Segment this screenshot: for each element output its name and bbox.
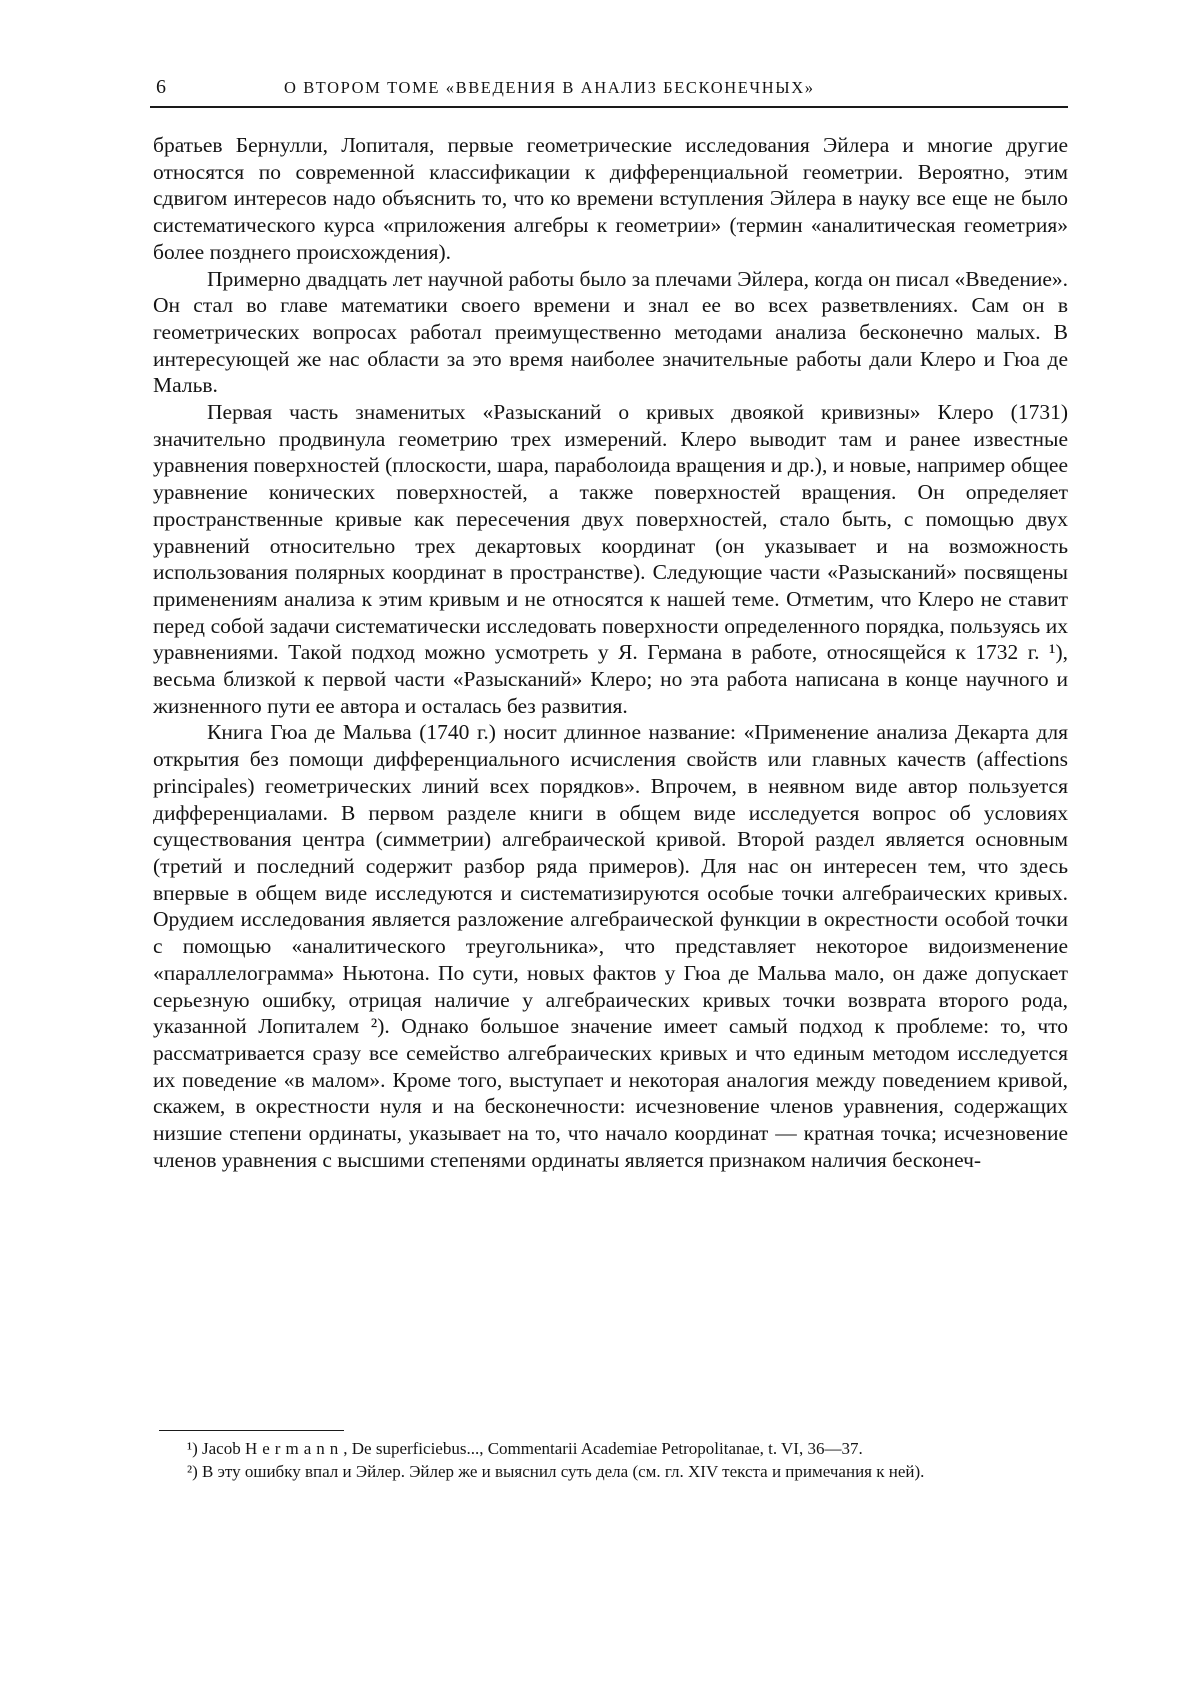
footnote-2	[153, 1461, 1068, 1482]
footnote-marker: ²)	[187, 1462, 198, 1481]
main-text	[153, 132, 1068, 1173]
page-header	[150, 74, 1068, 108]
page-number: 6	[156, 76, 166, 98]
footnote-text: , De superficiebus..., Commentarii Academiae Petropolitanae, t. VI, 36—37.	[343, 1439, 863, 1458]
paragraph: братьев Бернулли, Лопиталя, первые геометрические исследования Эйлера и многие другие относятся по современной классификации к дифференциальной геометрии. Вероятно, этим сдвигом интересов надо объяснить то, что ко времени вступления Эйлера в науку все еще не было систематического курса «приложения алгебры к геометрии» (термин «аналитическая геометрия» более позднего происхождения).	[153, 133, 1068, 264]
footnote-author-last: Hermann	[244, 1439, 344, 1458]
footnote-author-first: Jacob	[202, 1439, 241, 1458]
paragraph: Первая часть знаменитых «Разысканий о кривых двоякой кривизны» Клеро (1731) значительно продвинула геометрию трех измерений. Клеро выводит там и ранее известные уравнения поверхностей (плоскости, шара, параболоида вращения и др.), и новые, например общее уравнение конических поверхностей, а также поверхностей вращения. Он определяет пространственные кривые как пересечения двух поверхностей, стало быть, с помощью двух уравнений относительно трех декартовых координат (он указывает и на возможность использования полярных координат в пространстве). Следующие части «Разысканий» посвящены применениям анализа к этим кривым и не относятся к нашей теме. Отметим, что Клеро не ставит перед собой задачи систематически исследовать поверхности определенного порядка, пользуясь их уравнениями. Такой подход можно усмотреть у Я. Германа в работе, относящейся к 1732 г. ¹), весьма близкой к первой части «Разысканий» Клеро; но эта работа написана в конце научного и жизненного пути ее автора и осталась без развития.	[153, 400, 1068, 718]
footnote-divider	[159, 1430, 344, 1431]
paragraph: Книга Гюа де Мальва (1740 г.) носит длинное название: «Применение анализа Декарта для открытия без помощи дифференциального исчисления свойств или главных качеств (affections principales) геометрических линий всех порядков». Впрочем, в неявном виде автор пользуется дифференциалами. В первом разделе книги в общем виде исследуется вопрос об условиях существования центра (симметрии) алгебраической кривой. Второй раздел является основным (третий и последний содержит разбор ряда примеров). Для нас он интересен тем, что здесь впервые в общем виде исследуются и систематизируются особые точки алгебраических кривых. Орудием исследования является разложение алгебраической функции в окрестности особой точки с помощью «аналитического треугольника», что представляет некоторое видоизменение «параллелограмма» Ньютона. По сути, новых фактов у Гюа де Мальва мало, он даже допускает серьезную ошибку, отрицая наличие у алгебраических кривых точки возврата второго рода, указанной Лопиталем ²). Однако большое значение имеет самый подход к проблеме: то, что рассматривается сразу все семейство алгебраических кривых и что единым методом исследуется их поведение «в малом». Кроме того, выступает и некоторая аналогия между поведением кривой, скажем, в окрестности нуля и на бесконечности: исчезновение членов уравнения, содержащих низшие степени ординаты, указывает на то, что начало координат — кратная точка; исчезновение членов уравнения с высшими степенями ординаты является признаком наличия бесконеч-	[153, 720, 1068, 1172]
running-head: О ВТОРОМ ТОМЕ «ВВЕДЕНИЯ В АНАЛИЗ БЕСКОНЕЧНЫХ»	[284, 78, 815, 97]
footnote-marker: ¹)	[187, 1439, 198, 1458]
footnote-text: В эту ошибку впал и Эйлер. Эйлер же и выяснил суть дела (см. гл. XIV текста и примечания к ней).	[202, 1462, 925, 1481]
footnotes	[153, 1438, 1068, 1484]
paragraph: Примерно двадцать лет научной работы было за плечами Эйлера, когда он писал «Введение». Он стал во главе математики своего времени и знал ее во всех разветвлениях. Сам он в геометрических вопросах работал преимущественно методами анализа бесконечно малых. В интересующей же нас области за это время наиболее значительные работы дали Клеро и Гюа де Мальв.	[153, 266, 1068, 398]
footnote-1	[153, 1438, 1068, 1459]
